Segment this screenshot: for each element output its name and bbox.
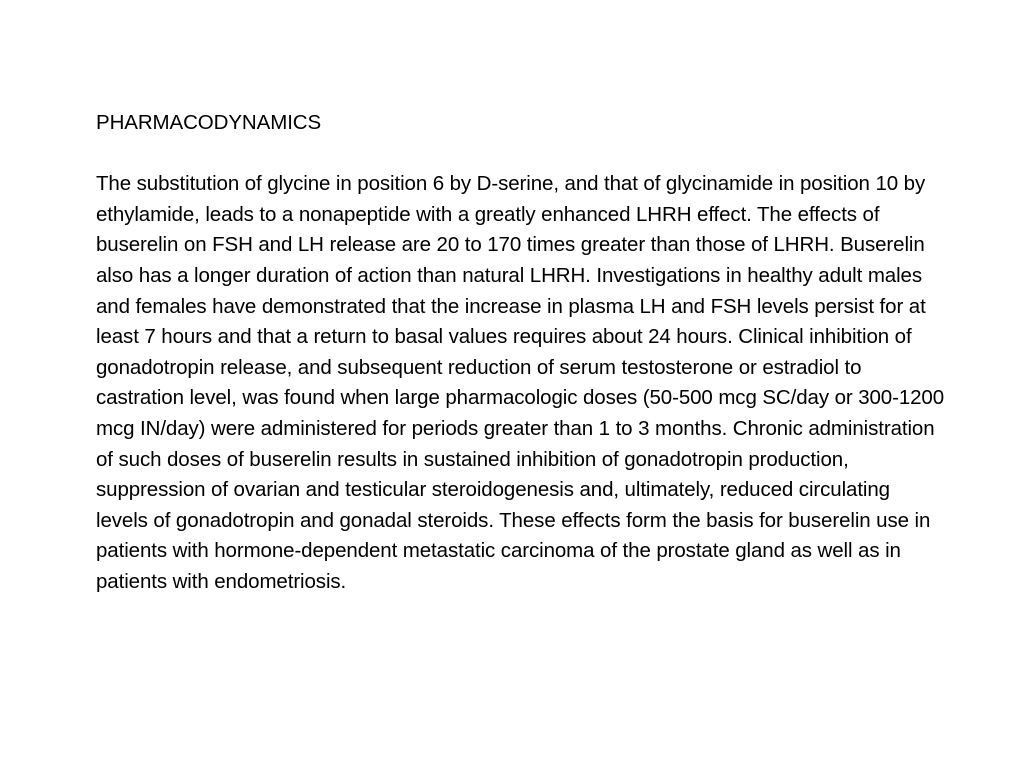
body-paragraph: The substitution of glycine in position 6 by D-serine, and that of glycinamide in position 10 by ethylamide, leads to a nonapeptide with a greatly enhanced LHRH effect. The effects of buserelin on FSH and LH release are 20 to 170 times greater than those of LHRH. Buserelin also has a longer duration of action than natural LHRH. Investigations in healthy adult males and females have demonstrated that the increase in plasma LH and FSH levels persist for at least 7 hours and that a return to basal values requires about 24 hours. Clinical inhibition of gonadotropin release, and subsequent reduction of serum testosterone or estradiol to castration level, was found when large pharmacologic doses (50-500 mcg SC/day or 300-1200 mcg IN/day) were administered for periods greater than 1 to 3 months. Chronic administration of such doses of buserelin results in sustained inhibition of gonadotropin production, suppression of ovarian and testicular steroidogenesis and, ultimately, reduced circulating levels of gonadotropin and gonadal steroids. These effects form the basis for buserelin use in patients with hormone-dependent metastatic carcinoma of the prostate gland as well as in patients with endometriosis. xyxy=(96,172,945,593)
slide-content xyxy=(96,108,946,598)
section-heading: PHARMACODYNAMICS xyxy=(96,111,322,134)
